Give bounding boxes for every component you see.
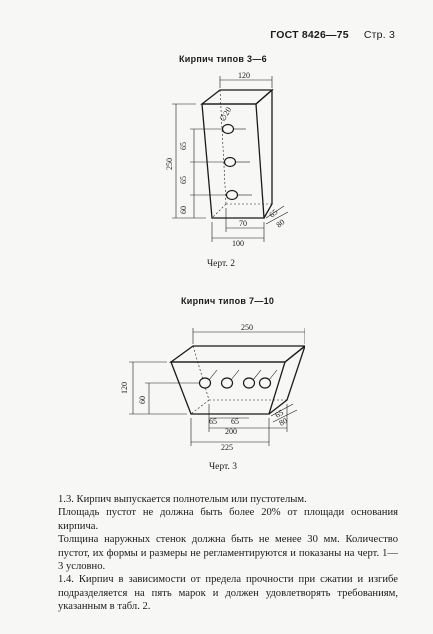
page-header (270, 29, 395, 41)
fig2-dim-v2: 65 (179, 176, 188, 184)
fig2-dim-top: 120 (238, 71, 250, 80)
figure2-drawing (160, 66, 300, 251)
fig3-hole-3 (244, 378, 255, 388)
fig3-dim-b3: 200 (225, 427, 237, 436)
paragraph-walls: Толщина наружных стенок должна быть не менее 30 мм. Количество пустот, их формы и размеры не регламентируются и показаны на черт. 1—3 условно. (58, 534, 398, 573)
figure2-title: Кирпич типов 3—6 (179, 54, 267, 64)
paragraph-1-4: 1.4. Кирпич в зависимости от предела прочности при сжатии и изгибе подразделяется на пять марок и должен удовлетворять требованиям, указанным в табл. 2. (58, 574, 398, 613)
fig2-dim-r2: 80 (274, 217, 287, 230)
fig2-dim-left: 250 (165, 158, 174, 170)
fig3-dim-top: 250 (241, 323, 253, 332)
fig2-dim-r1: 65 (267, 207, 280, 220)
figure3-drawing (105, 322, 305, 450)
fig3-dim-r2: 80 (277, 415, 289, 428)
fig3-hole-2 (222, 378, 233, 388)
fig3-dim-b2: 65 (231, 417, 239, 426)
page-number: Стр. 3 (363, 29, 395, 41)
figure2-caption: Черт. 2 (207, 259, 235, 269)
fig2-hole-2 (225, 158, 236, 167)
fig3-dim-r1: 65 (273, 407, 285, 420)
fig3-dim-left2: 60 (138, 396, 147, 404)
fig2-hole-3 (227, 191, 238, 200)
fig2-hole-1 (223, 125, 234, 134)
paragraph-1-3: 1.3. Кирпич выпускается полнотелым или пустотелым. (58, 494, 307, 505)
fig3-hole-1 (200, 378, 211, 388)
body-text (58, 493, 398, 614)
figure3-title: Кирпич типов 7—10 (181, 296, 275, 306)
figure3-caption: Черт. 3 (209, 462, 237, 472)
fig2-right-face (256, 90, 272, 218)
fig2-dim-b1: 70 (239, 219, 247, 228)
fig3-dim-left1: 120 (120, 382, 129, 394)
fig2-dim-v1: 65 (179, 142, 188, 150)
fig3-hole-4 (260, 378, 271, 388)
fig3-dim-b1: 65 (209, 417, 217, 426)
fig2-top-face (202, 90, 272, 104)
standard-number: ГОСТ 8426—75 (270, 29, 349, 41)
paragraph-voids: Площадь пустот не должна быть более 20% от площади основания кирпича. (58, 507, 398, 532)
fig3-top-face (171, 346, 305, 362)
fig2-dim-b2: 100 (232, 239, 244, 248)
fig2-dim-v3: 60 (179, 206, 188, 214)
fig3-dim-b4: 225 (221, 443, 233, 450)
fig3-right-face (269, 346, 305, 414)
fig2-dim-hole: ∅20 (217, 105, 234, 123)
